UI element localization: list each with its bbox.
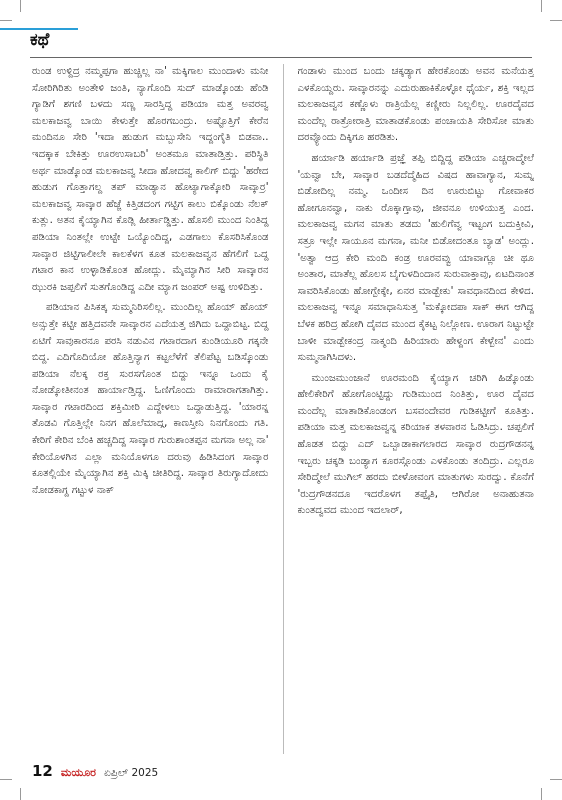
crop-mark [550, 779, 562, 780]
paragraph: ಹರ್ಯಾಡಿ ಹರ್ಯಾಡಿ ಪ್ರಜ್ಞೆ ತಪ್ಪಿ ಬಿದ್ದಿದ್ದ ಪಡಿಯಾ ಎಚ್ಚರಾದ್ಮೇಲೆ 'ಯವ್ವಾ ಬೇ, ಸಾವ್ಕಾರ ಬಡದೆದ್ಮೆಹಿದ ವಿಷದ ಹಾವಾಗ್ಯಾನ, ಸುಮ್ನ ಬಿಡೋದಿಲ್ಲ ನಮ್ಮ. ಒಂದೀಸ ದಿನ ಊರುಬಿಟ್ಟು ಗೋವಾಕರ ಹೋಗೂನವ್ವಾ, ನಾಕು ರೊಕ್ಕಾಗ್ತಾವು, ಜೀವನೂ ಉಳಿಯುತ್ತ ಎಂದ. ಮಲಕಾಜವ್ವ ಮಗನ ಮಾತು ತಡದು 'ಹುಲಿಗೆವ್ವ ಇಟ್ಟಂಗ ಬದುಕ್ತೀವಿ, ಸತ್ರೂ ಇಲ್ಲೇ ಸಾಯೂನ ಮಗನಾ, ಮನೀ ಬಿಡೋದಂತೂ ಬ್ಯಾಡ' ಅಂದ್ಲು. 'ಅತ್ವಾ ಆದ್ರ ಕೇರಿ ಮಂದಿ ಕಂಡ್ರ ಊರವವ್ವು ಯಾವಾಗ್ಲೂ ಚೀ ಥೂ ಅಂತಾರ, ಮಾತೆಲ್ಲ ಹೊಲಸ ಬೈಗುಳದಿಂದಾನ ಸುರುವಾಕ್ತಾವು, ಏಟದಿನಾಂತ ಸಾವರಿಸಿಕೊಂಡು ಹೋಗ್ಬೇಕ್ಕೇ, ಏನರ ಮಾಡ್ಬೇಕು' ಸಾವಧಾನದಿಂದ ಕೇಳಿದ. ಮಲಕಾಜವ್ವ ಇನ್ನೂ ಸಮಾಧಾನಿಸುತ್ತ 'ಮಕ್ಕೋದಪಾ ಸಾಕ್ ಈಗ ಆಗಿದ್ದ ಬೆಳಕ ಹರಿದ್ರ ಹೋಗಿ ದೈವದ ಮುಂದ ಕೈಕಟ್ಟ ನಿಲ್ಲೋಣ. ಊರಾಗ ನಿಟ್ಟುಟ್ಟೇ ಬಾಳೀ ಮಾಡ್ಬೇಕಂದ್ರ ನಾಕ್ಮಂದಿ ಹಿರಿಯಾರು ಹೇಳ್ದಂಗ ಕೇಳ್ಬೇನ' ಎಂದು ಸುಮ್ಮನಾಗಿಸಿದಳು. [297, 152, 534, 364]
magazine-name: ಮಯೂರ [60, 766, 96, 779]
crop-mark [20, 0, 21, 12]
paragraph: ಪಡಿಯಾನ ಪಿಸಿಕತ್ಕ ಸುಮ್ಮನಿರಿಸಲಿಲ್ಲ. ಮುಂದಿಲ್ಲ ಹೊಯ್ ಹೊಯ್ ಅನ್ಸುತ್ತೇ ಕಟ್ಟೀ ಹತ್ತಿದವನೇ ಸಾವ್ಕಾರನ ಎದೆಯತ್ತ ಜಿಗಿದು ಒದ್ದಾಬಿಟ್ಟ. ಬಿದ್ದ ಏಟಿಗೆ ಸಾವುಕಾರನೂ ಪರಸಿ ನಡುವಿನ ಗಟಾರದಾಗ ಕುಂಡಿಯೂರಿ ಗಕ್ಕನೇ ಬಿದ್ದ. ಎದಿಗೊದಿಯೋ ಹೊತ್ತಿನ್ಯಾಗ ಕಟ್ಟಲೆಳೆಗೆ ತೆಲಿಪೆಟ್ಟ ಬಡಿಸ್ಕೊಂಡು ಪಡಿಯಾ ನೆಲಕ್ಕ ರಕ್ತ ಸುರಸಗೊಂತ ಬಿದ್ದು ಇನ್ನೂ ಒಂದು ಕೈ ನೋಡ್ಕೋತೀನಂತ ಹಾರ್ಯಾಡ್ತಿದ್ದ. ಓಣಿಗೊಂದು ರಾಮಾರಾಗತಾಗಿತ್ತು. ಸಾವ್ಕಾರ ಗಟಾರದಿಂದ ಶಕ್ತಿಮೀರಿ ಎದ್ದೇಳಲು ಒದ್ದಾಡುತ್ತಿದ್ದ. 'ಯಾರನ್ನ ತೊಡವಿ ಗೊತ್ತಿಲ್ಲೇ ನಿನಗ ಹೊಲೆಮಾದ್ಗ, ಕಾಣಸ್ತೀನಿ ನಿನಗೊಂದು ಗತಿ. ಕೇರಿಗೆ ಕೇರಿನ ಬೆಂಕಿ ಹಚ್ಚದಿದ್ದ ಸಾವ್ಕಾರ ಗುರುಶಾಂತಪ್ಪನ ಮಗನಾ ಅಲ್ಲ ನಾ' ಕೇರಿಯೊಳಗಿನ ಎಲ್ಲಾ ಮನಿಯೊಳಗೂ ದರುವು ಹಿಡಿಸಿದಂಗ ಸಾವ್ಕಾರ ಕೂತಲ್ಲಿಯೇ ಮೈಯ್ಯಾಗಿನ ಶಕ್ತಿ ಮಿಕ್ಕಿ ಚೀತಿರಿದ್ದ. ಸಾವ್ಕಾರ ತಿರುಗ್ಯಾದೋದು ನೋಡಕಾಗ್ದ ಗಟ್ಟುಳ ನಾಕ್ [32, 302, 269, 496]
right-column [298, 64, 535, 754]
crop-mark [0, 20, 12, 21]
page-number: 12 [32, 762, 53, 780]
crop-mark [541, 0, 542, 12]
crop-mark [0, 779, 12, 780]
issue-date: ಏಪ್ರಿಲ್ 2025 [103, 767, 159, 779]
crop-mark [20, 788, 21, 800]
paragraph: ರುಂಡ ಉಳ್ದಿದ್ರ ನಮ್ಮಪ್ಪಗಾ ಹುಚ್ಚಿಲ್ಲ ನಾ' ಮಕ್ಕಿಗಾಲ ಮುಂದಾಳು ಮನೀ ಸೋರಿಗಿರಿತು ಅಂತೇಳಿ ಜಂತಿ, ನ್ಯಾಗೊಂದಿ ಸುದ್ ಮಾಡ್ಕೊಂಡು ಹೆಂಡಿ ಗ್ಯಾಡಿಗೆ ಶಗಣಿ ಬಳದು ಸಣ್ಣ ಸಾರಸ್ತಿದ್ದ ಪಡಿಯಾ ಮತ್ತ ಅವರವ್ವ ಮಲಕಾಜವ್ವ ಬಾಯಿ ಕೇಳುತ್ತೇ ಹೊರಗಬಂದ್ರು. ಅಷ್ಟೊತ್ತಿಗೆ ಕೇರೆನ ಮಂದಿನೂ ಸೇರಿ 'ಇದಾ ಹುಡುಗ ಮಬ್ಬುಸೇನಿ ಇದ್ದಂಗೈತಿ ಬಿಡವಾ.. ಇದಕ್ಕಾಕ ಬೇಕಿತ್ತು ಊರಉಸಾಬರಿ' ಅಂತಮೂ ಮಾತಾಡ್ತಿತ್ತು. ಪರಿಸ್ಥಿತಿ ಅರ್ಥ ಮಾಡ್ಕೊಂಡ ಮಲಕಾಜವ್ವ ಸೀದಾ ಹೋದವ್ವ ಕಾಲಿಗ್ ಬಿದ್ದು 'ಹರೇದ ಹುಡುಗ ಗೊತ್ತಾಗಲ್ದ ತಪ್ ಮಾಡ್ಯಾನ ಹೊಟ್ಯಾಗಾಕ್ಕೋರಿ ಸಾವ್ಕಾರ್ರ' ಮಲಕಾಜವ್ವ ಸಾವ್ಕಾರ ಹೆಜ್ಜೆ ಕಿತ್ತಿಡದಂಗ ಗಟ್ಟಿಗ ಕಾಲು ಬಿಕ್ಕೊಂಡು ನೆಲಕ್ ಕುತ್ಲು. ಅತನ ಕೈಯ್ಯಾಗಿನ ಕೊಡ್ಲಿ ಹೀರ್ತಾಡ್ಡಿತ್ತು. ಹೊಸಲಿ ಮುಂದ ನಿಂತಿದ್ದ ಪಡಿಯಾ ನಿಂತಲ್ಲೇ ಉಟ್ಟೇ ಒಯ್ಯೊಂದಿದ್ದ, ಎಡಗಾಲು ಕೊಸರಿಸಿಕೊಂಡ ಸಾವ್ಕಾರ ಜಿಟ್ಟಿಗಾಲೀಲೇ ಕಾಲಕೆಳಗ ಕೂತ ಮಲಕಾಜವ್ವನ ಹೆಗಲಿಗೆ ಒದ್ದ ಗಟಾರ ಕಾನ ಉಳ್ಳಾಡಿಕೊಂತ ಹೋದ್ಲು. ಮೈಮ್ಯಾಗಿನ ಸೀರಿ ಸಾವ್ಕಾರನ ಝುರಕಿ ಜಪ್ಪಲಿಗೆ ಸುತಗೊಂಡಿದ್ದ ಎದೀ ಮ್ಯಾಗ ಜಂಪರ್ ಅಷ್ಟ ಉಳಿದಿತ್ತು. [32, 66, 269, 293]
section-title: ಕಥೆ [30, 30, 50, 50]
page-footer [32, 762, 158, 784]
crop-mark [550, 20, 562, 21]
paragraph: ಗಂಡಾಳು ಮುಂದ ಬಂದು ಚಕ್ಕಡ್ಯಾಗ ಹೇರಕೊಂಡು ಅವನ ಮನೆಯತ್ತ ಎಳಕೊಯ್ದರು. ಸಾವ್ಕಾರನನ್ನು ಎದುರುಹಾಕಿಕೊಳ್ಳೋ ಧೈರ್ಯ, ಶಕ್ತಿ ಇಲ್ಲದ ಮಲಕಾಜವ್ವನ ಕಣ್ಣೊಳು ರಾತ್ರಿಯೆಲ್ಲ ಕಣ್ಣೀರು ನಿಲ್ಲಲಿಲ್ಲ. ಊರದೈವದ ಮಂದೆಲ್ಲ ರಾತ್ರೋರಾತ್ರಿ ಮಾತಾಡಕೊಂಡು ಪಂಚಾಯತಿ ಸೇರಿಸೋ ಮಾತು ದರವ್ಯೊಂದು ದಿಕ್ಕಿಗೂ ಹರಡಿತು. [297, 66, 534, 144]
crop-mark [541, 788, 542, 800]
article-body [32, 64, 534, 754]
column-divider [283, 64, 284, 754]
header-rule [30, 57, 532, 58]
left-column [32, 64, 269, 754]
paragraph: ಮುಂಜಮುಂಜಾನೆ ಊರಮಂದಿ ಕೈಯ್ಯಾಗ ಚರಿಗಿ ಹಿಡ್ಕೊಂಡು ಹೇಲಿಕೇರಿಗೆ ಹೋಗೊಂಟ್ಟಿದ್ದು ಗುಡಿಮುಂದ ನಿಂತಿತ್ತು, ಊರ ದೈವದ ಮಂದೆಲ್ಲ ಮಾತಾಡಿಕೊಂಡಂಗ ಬಸವಂದೇವರ ಗುಡಿಕಟ್ಟೀಗೆ ಕೂತಿತ್ತು. ಪಡಿಯಾ ಮತ್ತ ಮಲಕಾಜವ್ವನ್ನ ಕರಿಯಾಕ ತಳವಾರನ ಓಡಿಸಿದ್ರು. ಚಪ್ಪಲಿಗೆ ಹೊಡತ ಬಿದ್ದು ಎದ್ ಒಬ್ಬಾಡಾಕಾಗಲಾರದ ಸಾವ್ಕಾರ ರುದ್ರಗೌಡನನ್ನ ಇಬ್ಬರು ಚಕ್ಕಡಿ ಬಂಡ್ಯಾಗ ಕೂರಸ್ಗೊಂಡು ಎಳಕೊಂಡು ತಂದಿದ್ರು. ಎಲ್ಲರೂ ಸೇರಿದ್ಮೇಲೆ ಮುಗಿಲ್ ಹರದು ಬೀಳೋವಂಗ ಮಾತುಗಳು ಸುರದ್ವು. ಕೊನೆಗೆ 'ರುದ್ರಗೌಡನದೂ ಇದರೊಳಗ ತಪ್ಪೈತಿ, ಆಗಿರೋ ಅನಾಹುತನಾ ಕುಂತದ್ವವದ ಮುಂದ ಇದಲಾರ್, [297, 372, 534, 517]
